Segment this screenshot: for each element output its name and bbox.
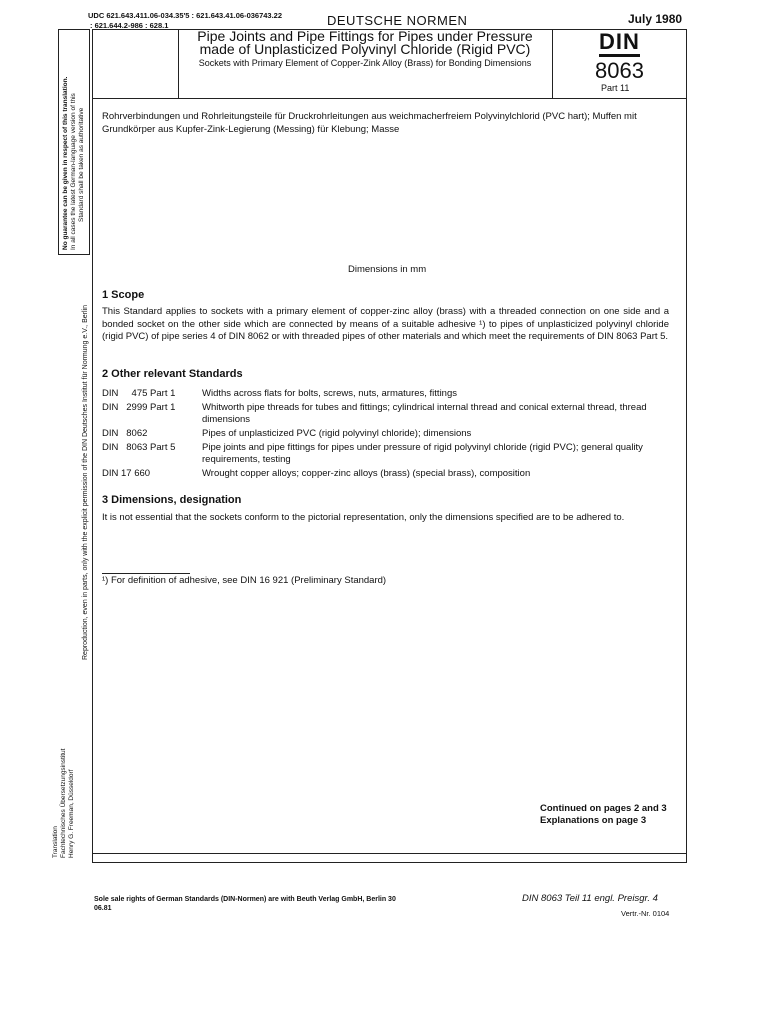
footer-divider	[92, 853, 687, 854]
scope-text: This Standard applies to sockets with a primary element of copper-zinc alloy (brass) with a threaded connection on one side and a bonded socket on the other side which are connected by means of a suitable adhesive ¹) to pipes of unplasticized polyvinyl chloride (rigid PVC) of pipe series 4 of DIN 8062 or with threaded pipes of other materials and which meet the requirements of DIN 8063 Part 5.	[102, 306, 669, 342]
edition: 06.81	[94, 905, 112, 912]
document-title	[180, 30, 550, 68]
translation-warning	[62, 77, 86, 250]
din-logo: DIN	[599, 30, 640, 57]
table-row	[102, 468, 682, 482]
table-row	[102, 388, 682, 402]
udc-line-1: UDC 621.643.411.06-034.35'5 : 621.643.41.06-036743.22	[88, 11, 283, 20]
warning-line-1: No guarantee can be given in respect of this translation.	[62, 76, 69, 250]
german-title: Rohrverbindungen und Rohrleitungsteile für Druckrohrleitungen aus weichmacherfreiem Polyvinylchlorid (PVC hart); Muffen mit Grundkörper aus Kupfer-Zink-Legierung (Messing) für Klebung; Masse	[102, 111, 637, 135]
header-left-divider	[178, 29, 179, 98]
document-code: DIN 8063 Teil 11 engl. Preisgr. 4	[522, 893, 658, 904]
warning-line-2: In all cases the latest German-language version of this	[70, 93, 77, 250]
scope-heading: 1 Scope	[102, 289, 145, 301]
explanations-page: Explanations on page 3	[540, 815, 647, 826]
continued-pages: Continued on pages 2 and 3	[540, 803, 667, 814]
standards-table	[102, 388, 682, 482]
standard-desc: Pipe joints and pipe fittings for pipes under pressure of rigid polyvinyl chloride (rigid PVC); general quality requirements, testing	[202, 442, 643, 465]
table-row	[102, 402, 682, 428]
deutsche-normen-label: DEUTSCHE NORMEN	[327, 13, 468, 28]
table-row	[102, 428, 682, 442]
standard-desc: Widths across flats for bolts, screws, nuts, armatures, fittings	[202, 388, 457, 399]
footnote: ¹) For definition of adhesive, see DIN 16 921 (Preliminary Standard)	[102, 575, 387, 586]
udc-line-2: : 621.644.2-986 : 628.1	[90, 21, 169, 30]
translation-line-3: Henry G. Freeman, Düsseldorf	[68, 769, 75, 858]
continuation-note	[540, 803, 667, 827]
standard-ref: DIN 475 Part 1	[102, 388, 176, 399]
reproduction-notice: Reproduction, even in parts, only with the explicit permission of the DIN Deutsches Institut für Normung e.V., Berlin	[82, 305, 89, 660]
title-subtitle: Sockets with Primary Element of Copper-Zink Alloy (Brass) for Bonding Dimensions	[198, 58, 532, 68]
dimensions-text: It is not essential that the sockets conform to the pictorial representation, only the dimensions specified are to be adhered to.	[102, 512, 625, 523]
standard-desc: Whitworth pipe threads for tubes and fittings; cylindrical internal thread and conical external thread, thread dimensions	[202, 402, 647, 425]
translation-line-2: Fachtechnisches Übersetzungsinstitut	[60, 748, 67, 858]
header-divider	[92, 98, 687, 99]
dimensions-note: Dimensions in mm	[348, 264, 427, 275]
translation-credit	[52, 749, 76, 858]
standards-heading: 2 Other relevant Standards	[102, 368, 243, 380]
standard-desc: Pipes of unplasticized PVC (rigid polyvinyl chloride); dimensions	[202, 428, 472, 439]
translation-line-1: Translation	[52, 826, 59, 858]
title-main: Pipe Joints and Pipe Fittings for Pipes under Pressure made of Unplasticized Polyvinyl Chloride (Rigid PVC)	[197, 28, 533, 57]
din-number: 8063	[595, 58, 644, 83]
standard-ref: DIN 17 660	[102, 468, 151, 479]
standard-ref: DIN 8062	[102, 428, 148, 439]
table-row	[102, 442, 682, 468]
dimensions-heading: 3 Dimensions, designation	[102, 494, 242, 506]
din-part: Part 11	[601, 83, 630, 93]
standard-ref: DIN 8063 Part 5	[102, 442, 176, 453]
sole-rights-notice	[94, 895, 396, 913]
sole-rights-text: Sole sale rights of German Standards (DIN-Normen) are with Beuth Verlag GmbH, Berlin 30	[94, 896, 396, 903]
publication-date: July 1980	[628, 12, 683, 26]
standard-desc: Wrought copper alloys; copper-zinc alloys (brass) (special brass), composition	[202, 468, 531, 479]
warning-line-3: Standard shall be taken as authoritative	[78, 107, 85, 222]
standard-ref: DIN 2999 Part 1	[102, 402, 176, 413]
din-standard-box	[553, 30, 686, 93]
footnote-rule	[102, 573, 190, 574]
vertr-number: Vertr.-Nr. 0104	[621, 909, 670, 918]
